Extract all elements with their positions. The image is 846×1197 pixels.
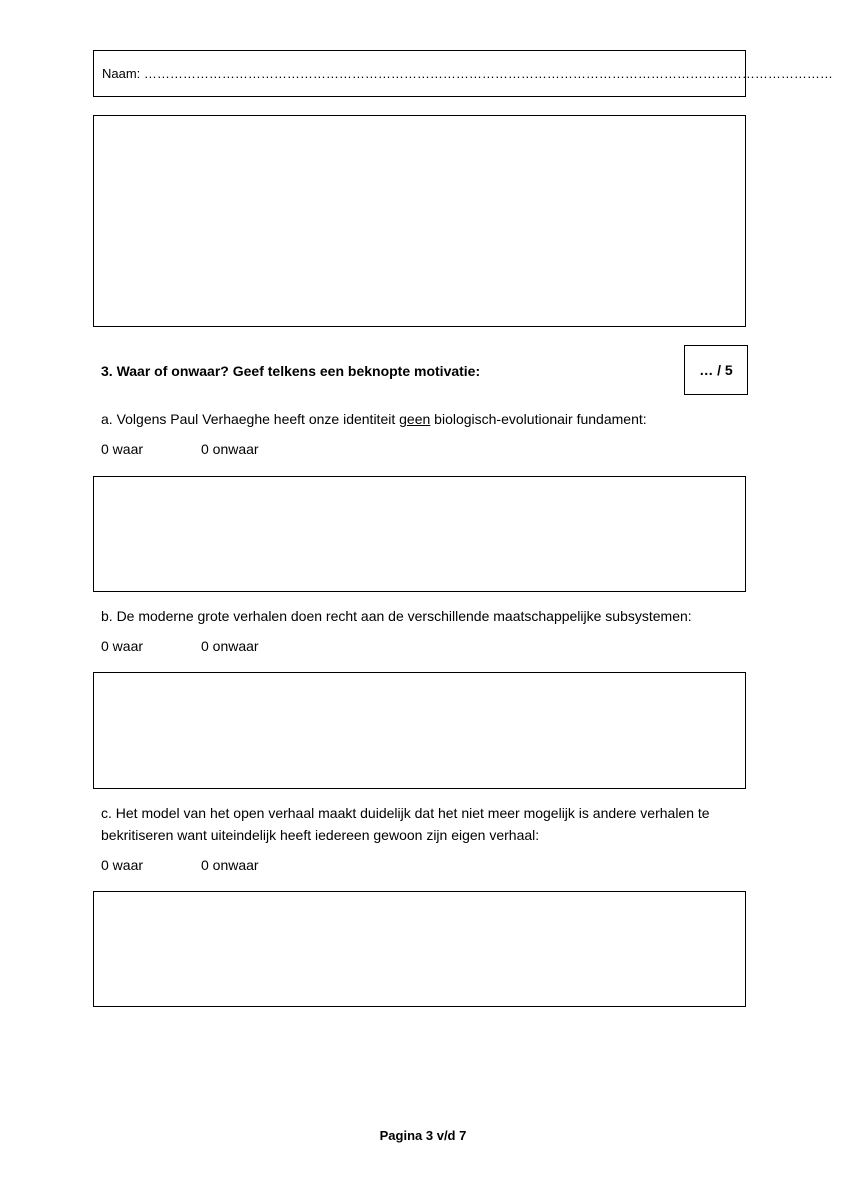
statement-a (101, 408, 741, 430)
statement-b-option-false[interactable]: 0 onwaar (201, 638, 259, 654)
score-label: … / 5 (699, 362, 733, 378)
statement-a-after: biologisch-evolutionair fundament: (430, 411, 647, 427)
question-title: 3. Waar of onwaar? Geef telkens een beknopte motivatie: (101, 363, 481, 379)
name-box[interactable] (93, 50, 833, 97)
statement-c-option-true[interactable]: 0 waar (101, 857, 144, 873)
statement-b-option-true[interactable]: 0 waar (101, 638, 144, 654)
statement-c-line1: c. Het model van het open verhaal maakt duidelijk dat het niet meer mogelijk is andere verhalen te (101, 805, 710, 821)
score-box (684, 345, 748, 395)
statement-a-answer-box[interactable] (93, 476, 746, 592)
statement-c-line2: bekritiseren want uiteindelijk heeft iedereen gewoon zijn eigen verhaal: (101, 827, 540, 843)
statement-b: b. De moderne grote verhalen doen recht aan de verschillende maatschappelijke subsystemen: (101, 608, 692, 624)
statement-a-underlined: geen (399, 411, 431, 427)
name-line: Naam: …………………………………………………………………………………………………………………………………………… (102, 66, 833, 81)
statement-a-option-false[interactable]: 0 onwaar (201, 441, 259, 457)
statement-a-option-true[interactable]: 0 waar (101, 441, 144, 457)
answer-box-previous-question[interactable] (93, 115, 746, 327)
page-number: Pagina 3 v/d 7 (379, 1128, 467, 1143)
statement-a-before: a. Volgens Paul Verhaeghe heeft onze identiteit (101, 411, 400, 427)
statement-c-answer-box[interactable] (93, 891, 746, 1007)
statement-c-option-false[interactable]: 0 onwaar (201, 857, 259, 873)
statement-b-answer-box[interactable] (93, 672, 746, 789)
